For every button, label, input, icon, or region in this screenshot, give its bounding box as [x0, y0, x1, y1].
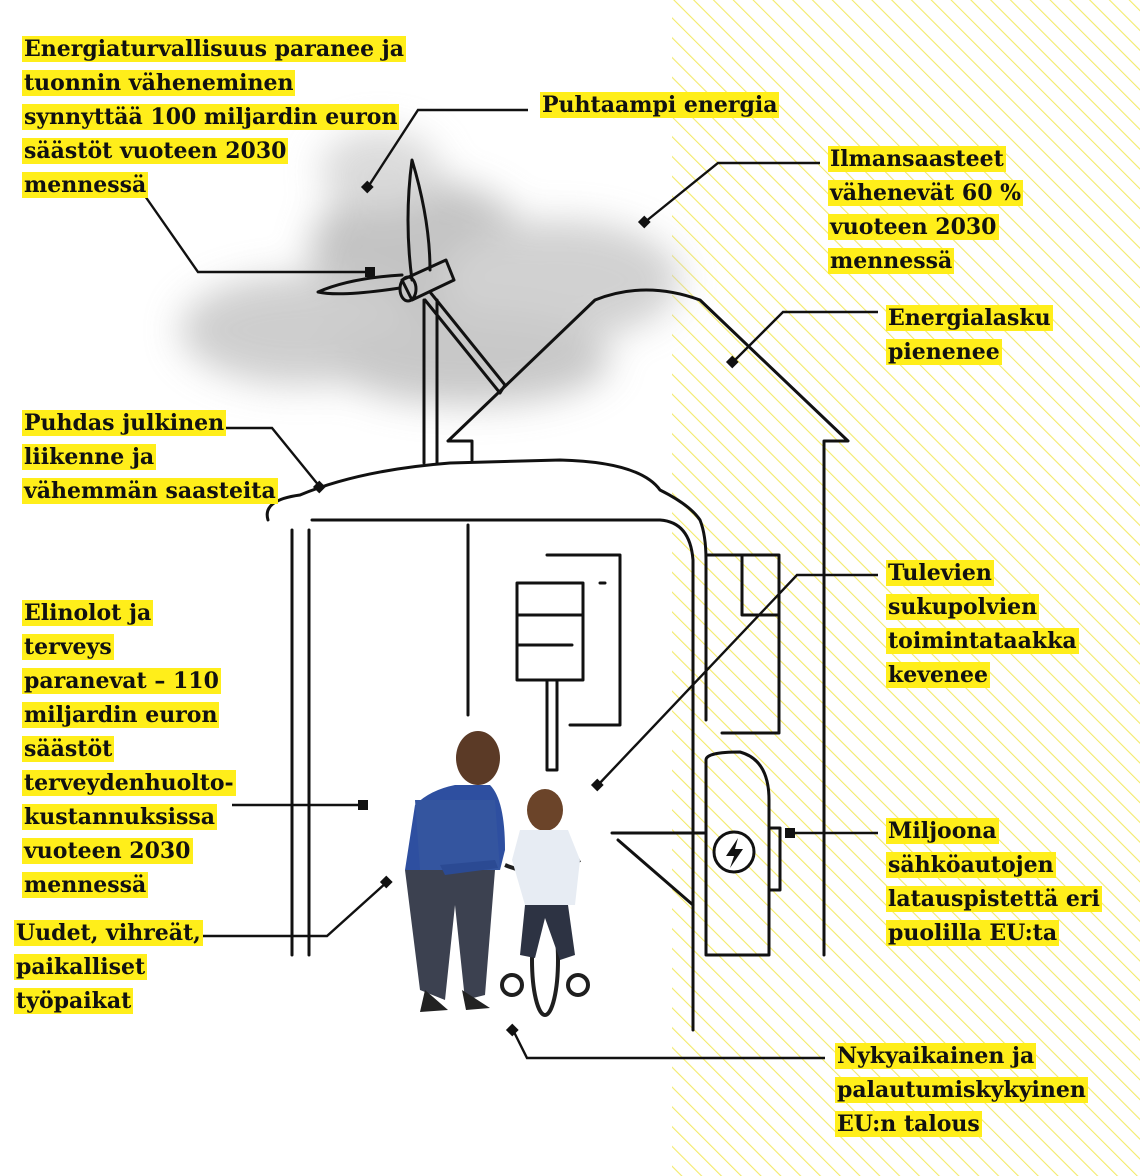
- label-future-generations: Tulevien sukupolvien toimintataakka kevenee: [888, 560, 1077, 688]
- bullet-energy-security-b: [365, 267, 375, 277]
- label-energy-security: Energiaturvallisuus paranee ja tuonnin väheneminen synnyttää 100 miljardin euron säästöt vuoteen 2030 mennessä: [24, 36, 404, 198]
- lightning-bolt-icon: [714, 832, 754, 872]
- father-figure: [405, 731, 505, 1012]
- tram-body: [267, 460, 706, 720]
- label-living-conditions: Elinolot ja terveys paranevat – 110 miljardin euron säästöt terveydenhuolto-kustannuksissa vuoteen 2030 mennessä: [24, 600, 234, 898]
- bullet-living-conditions: [358, 800, 368, 810]
- bullet-modern-economy: [506, 1024, 519, 1037]
- label-green-jobs: Uudet, vihreät, paikalliset työpaikat: [16, 920, 201, 1014]
- label-public-transport: Puhdas julkinen liikenne ja vähemmän saasteita: [24, 410, 276, 504]
- bullet-charging-points: [785, 828, 795, 838]
- father-and-child-on-bicycle: [405, 731, 588, 1015]
- label-charging-points: Miljoona sähköautojen latauspistettä eri puolilla EU:ta: [888, 818, 1100, 946]
- child-figure: [512, 789, 580, 960]
- label-cleaner-energy: Puhtaampi energia: [542, 92, 778, 118]
- tram-window-frame: [517, 583, 583, 680]
- label-energy-bill: Energialasku pienenee: [888, 305, 1051, 365]
- label-modern-economy: Nykyaikainen ja palautumiskykyinen EU:n talous: [837, 1043, 1086, 1137]
- label-air-pollution: Ilmansaasteet vähenevät 60 % vuoteen 2030 mennessä: [830, 146, 1022, 274]
- tram-roof-inner: [312, 520, 693, 1030]
- tram-seat-pole: [547, 680, 557, 770]
